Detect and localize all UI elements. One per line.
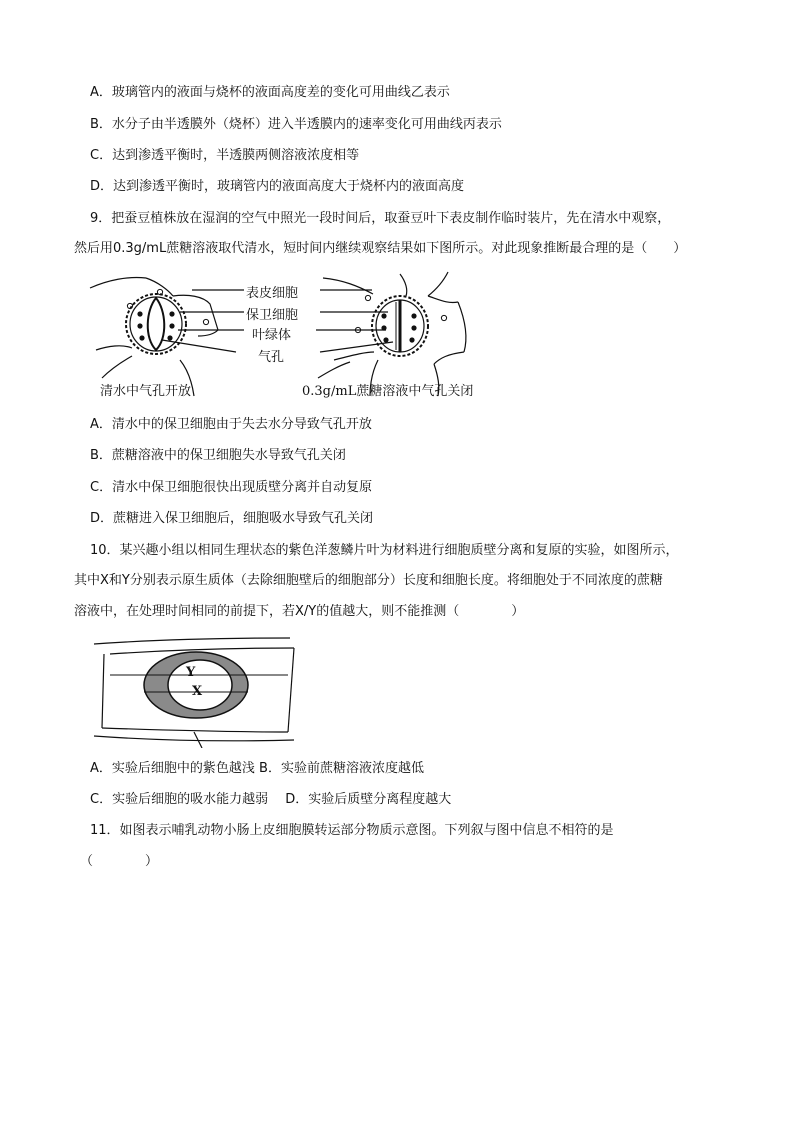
q9-option-d: D．蔗糖进入保卫细胞后，细胞吸水导致气孔关闭 xyxy=(90,511,374,526)
q11-stem-line1: 11．如图表示哺乳动物小肠上皮细胞膜转运部分物质示意图。下列叙与图中信息不相符的是 xyxy=(90,823,614,838)
q10-stem-line1: 10．某兴趣小组以相同生理状态的紫色洋葱鳞片叶为材料进行细胞质壁分离和复原的实验，如图所示， xyxy=(90,543,679,558)
label-guard-cell: 保卫细胞 xyxy=(246,308,299,323)
q9-stem-line2: 然后用0.3g/mL蔗糖溶液取代清水，短时间内继续观察结果如下图所示。对此现象推断最合理的是（ ） xyxy=(74,241,687,256)
q9-option-c: C．清水中保卫细胞很快出现质壁分离并自动复原 xyxy=(90,480,373,495)
q9-caption-right: 0.3g/mL蔗糖溶液中气孔关闭 xyxy=(302,384,474,399)
label-stoma: 气孔 xyxy=(258,350,285,365)
stomata-diagram xyxy=(88,268,528,398)
q9-stomata-figure xyxy=(88,268,528,398)
q10-stem-line3: 溶液中，在处理时间相同的前提下，若X/Y的值越大，则不能推测（ ） xyxy=(74,604,525,619)
q9-caption-left: 清水中气孔开放 xyxy=(100,384,192,399)
q10-options-ab: A．实验后细胞中的紫色越浅 B．实验前蔗糖溶液浓度越低 xyxy=(90,761,424,776)
q9-option-a: A．清水中的保卫细胞由于失去水分导致气孔开放 xyxy=(90,417,372,432)
q9-option-b: B．蔗糖溶液中的保卫细胞失水导致气孔关闭 xyxy=(90,448,346,463)
label-chloroplast: 叶绿体 xyxy=(252,328,292,343)
q10-options-cd: C．实验后细胞的吸水能力越弱 D．实验后质壁分离程度越大 xyxy=(90,792,452,807)
label-x: X xyxy=(192,684,203,699)
q8-option-a: A．玻璃管内的液面与烧杯的液面高度差的变化可用曲线乙表示 xyxy=(90,85,450,100)
label-epidermis-cell: 表皮细胞 xyxy=(246,286,299,301)
q10-cell-figure xyxy=(90,632,300,748)
label-y: Y xyxy=(186,665,196,680)
q10-stem-line2: 其中X和Y分别表示原生质体（去除细胞壁后的细胞部分）长度和细胞长度。将细胞处于不同浓度的蔗糖 xyxy=(74,573,663,588)
q8-option-c: C．达到渗透平衡时，半透膜两侧溶液浓度相等 xyxy=(90,148,360,163)
q8-option-d: D．达到渗透平衡时，玻璃管内的液面高度大于烧杯内的液面高度 xyxy=(90,179,465,194)
q8-option-b: B．水分子由半透膜外（烧杯）进入半透膜内的速率变化可用曲线丙表示 xyxy=(90,117,502,132)
q9-stem-line1: 9．把蚕豆植株放在湿润的空气中照光一段时间后，取蚕豆叶下表皮制作临时装片，先在清水中观察， xyxy=(90,211,671,226)
q11-stem-line2: （ ） xyxy=(80,854,159,869)
